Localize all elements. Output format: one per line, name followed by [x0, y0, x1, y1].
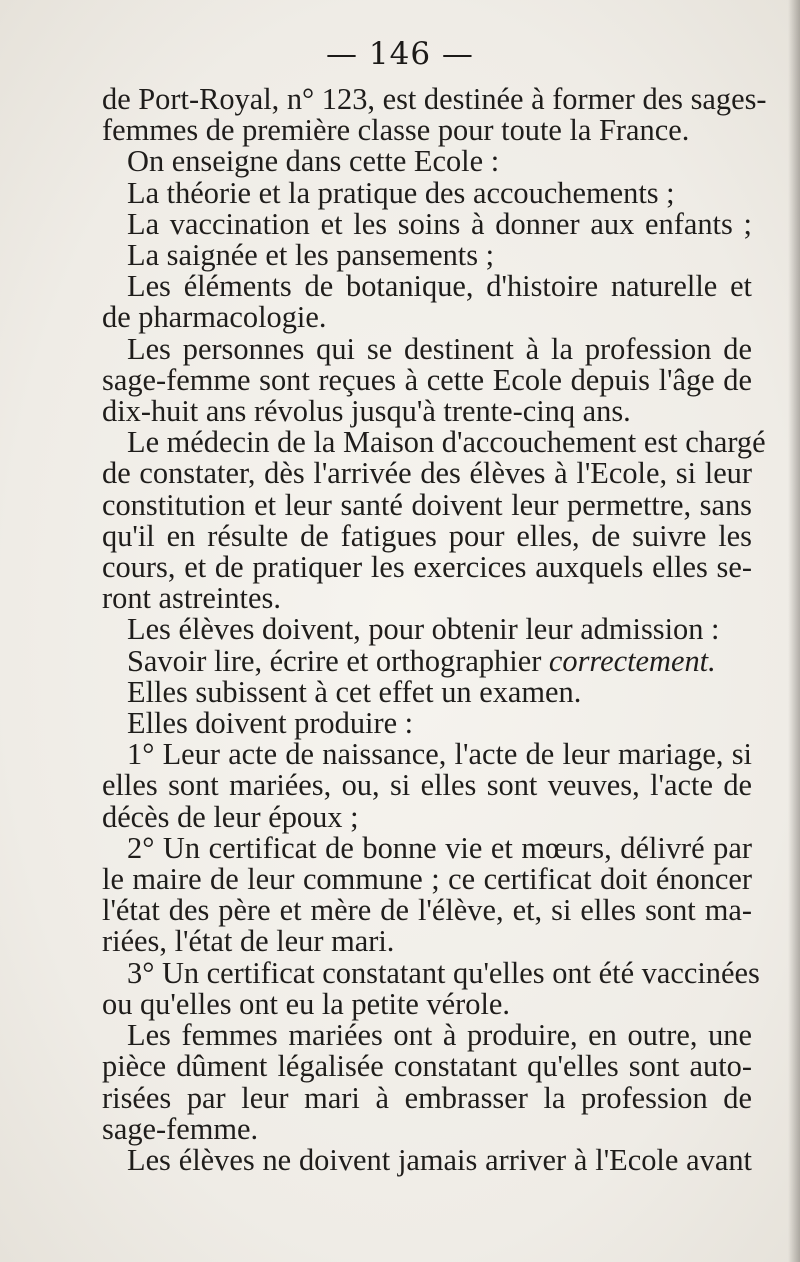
text-line: 1° Leur acte de naissance, l'acte de leur mariage, si [127, 737, 752, 772]
text-line: de constater, dès l'arrivée des élèves à l'Ecole, si leur [102, 456, 752, 491]
text-line [102, 643, 752, 678]
body-text [102, 82, 767, 1177]
page-edge-shadow [788, 0, 800, 1262]
italic-word: correctement. [548, 643, 716, 678]
text-line: le maire de leur commune ; ce certificat doit énoncer [102, 862, 752, 897]
text-line: 3° Un certificat constatant qu'elles ont été vaccinées [127, 955, 760, 990]
text-line: qu'il en résulte de fatigues pour elles, de suivre les [102, 518, 752, 553]
text-line: Elles subissent à cet effet un examen. [127, 674, 582, 709]
text-line: sage-femme sont reçues à cette Ecole depuis l'âge de [102, 362, 752, 397]
text-line: Les femmes mariées ont à produire, en outre, une [127, 1018, 752, 1053]
text-line: Les élèves doivent, pour obtenir leur admission : [127, 612, 720, 647]
text-line: de pharmacologie. [102, 300, 327, 335]
text-line: l'état des père et mère de l'élève, et, si elles sont ma- [102, 893, 752, 928]
text-line: de Port-Royal, n° 123, est destinée à former des sages- [102, 82, 767, 116]
text-line: La théorie et la pratique des accouchements ; [127, 175, 675, 210]
text-line: sage-femme. [102, 1111, 259, 1146]
text-line: elles sont mariées, ou, si elles sont veuves, l'acte de [102, 768, 752, 803]
text-line: ront astreintes. [102, 581, 281, 616]
text-line: risées par leur mari à embrasser la profession de [102, 1080, 752, 1115]
text-line: Les élèves ne doivent jamais arriver à l'Ecole avant [127, 1142, 752, 1177]
text-line: décès de leur époux ; [102, 799, 359, 834]
text-line: femmes de première classe pour toute la France. [102, 113, 690, 148]
text-segment: Savoir lire, écrire et orthographier [127, 643, 542, 678]
text-line: cours, et de pratiquer les exercices auxquels elles se- [102, 550, 752, 585]
text-line: dix-huit ans révolus jusqu'à trente-cinq ans. [102, 394, 631, 429]
text-line: constitution et leur santé doivent leur permettre, sans [102, 487, 752, 522]
text-line: ou qu'elles ont eu la petite vérole. [102, 986, 511, 1021]
text-line: riées, l'état de leur mari. [102, 924, 395, 959]
page-number: — 146 — [326, 36, 474, 72]
text-line: La vaccination et les soins à donner aux enfants ; [127, 206, 752, 241]
text-line: Les personnes qui se destinent à la profession de [127, 331, 752, 366]
text-line: Le médecin de la Maison d'accouchement est chargé [127, 425, 766, 460]
text-line: Les éléments de botanique, d'histoire naturelle et [127, 269, 752, 304]
text-line: La saignée et les pansements ; [127, 238, 495, 273]
text-line: On enseigne dans cette Ecole : [127, 144, 500, 179]
text-line: pièce dûment légalisée constatant qu'elles sont auto- [102, 1049, 752, 1084]
text-line: Elles doivent produire : [127, 706, 414, 741]
text-line: 2° Un certificat de bonne vie et mœurs, délivré par [127, 830, 752, 865]
